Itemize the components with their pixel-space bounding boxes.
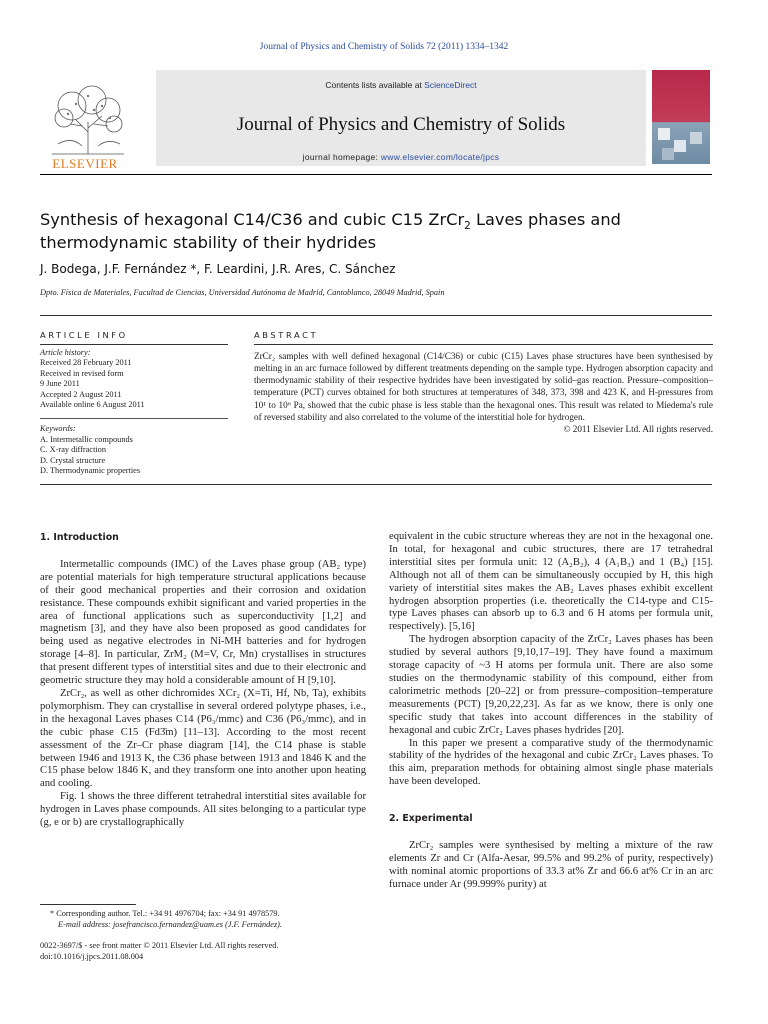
- abstract-text: ZrCr₂ samples with well defined hexagonal (C14/C36) or cubic (C15) Laves phase structures have been synthesised by melting in an arc furnace followed by different treatments depending on the sample type. Hydrogen absorption capacity and thermodynamic stability of their respective hydrides have been investigated by solid–gas reaction. Pressure–composition–temperature (PCT) curves obtained for both structures at temperatures of 348, 373, 398 and 423 K, and H-pressures from 10¹ to 10⁶ Pa, showed that the cubic phase is less stable than the hexagonal ones. This result was related to Miedema's rule of reversed stability and also correlated to the volume of the interstitial hole for hydrogen.: [254, 351, 713, 422]
- homepage-prefix: journal homepage:: [302, 152, 381, 162]
- left-column: [40, 532, 366, 830]
- article-info: [40, 348, 230, 476]
- keyword-item[interactable]: A. Intermetallic compounds: [40, 434, 133, 444]
- elsevier-tree-logo[interactable]: [40, 76, 148, 171]
- cover-tile: [674, 140, 686, 152]
- masthead: [40, 66, 712, 176]
- article-info-rule: [40, 344, 228, 345]
- publication-info: [40, 941, 370, 962]
- email-note[interactable]: E-mail address: josefrancisco.fernandez@uam.es (J.F. Fernández).: [58, 919, 283, 929]
- abstract-rule: [254, 344, 713, 345]
- homepage-link[interactable]: www.elsevier.com/locate/jpcs: [380, 152, 500, 162]
- keyword-item[interactable]: D. Crystal structure: [40, 455, 106, 465]
- journal-reference[interactable]: Journal of Physics and Chemistry of Solids 72 (2011) 1334–1342: [259, 42, 509, 52]
- masthead-rule: [40, 174, 712, 175]
- sciencedirect-link[interactable]: ScienceDirect: [424, 80, 477, 90]
- cover-tile: [662, 148, 674, 160]
- issn-line: 0022-3697/$ - see front matter © 2011 Elsevier Ltd. All rights reserved.: [40, 941, 279, 950]
- history-item: Received 28 February 2011: [40, 358, 132, 368]
- cover-tile: [690, 132, 702, 144]
- homepage-line: [156, 152, 646, 162]
- abstract: [254, 350, 713, 435]
- doi-line[interactable]: doi:10.1016/j.jpcs.2011.08.004: [40, 951, 144, 961]
- paragraph: Intermetallic compounds (IMC) of the Laves phase group (AB₂ type) are potential materials for high temperature structural applications because of their good mechanical properties and their corrosion and oxidation resistance. These compounds exhibit significant and varied properties in the area of functional applications such as superconductivity [1,2] and magnetism [3], and they have also been proposed as good candidates for being used as negative electrodes in Ni-MH batteries and for hydrogen storage [4–8]. In particular, ZrM₂ (M=V, Cr, Mn) crystallises in structures that present different types of interstitial sites and due to their electronic and geometric structure they may hold a considerable amount of H [9,10].: [40, 558, 366, 687]
- contents-line: [156, 80, 646, 90]
- footnote-rule: [40, 904, 136, 905]
- history-item: 9 June 2011: [40, 379, 80, 389]
- paragraph: In this paper we present a comparative study of the thermodynamic stability of the hydrides of the hexagonal and cubic ZrCr₂ Laves phases. To this aim, preparation methods for obtaining almost single phase materials have been developed.: [389, 737, 713, 788]
- elsevier-wordmark: ELSEVIER: [52, 156, 118, 171]
- paragraph: ZrCr₂ samples were synthesised by melting a mixture of the raw elements Zr and Cr (Alfa-Aesar, 99.5% and 99.2% of purity, respectively) with nominal atomic proportions of 33.3 at% Zr and 66.6 at% Cr in an arc furnace under Ar (99.999% purity) at: [389, 840, 713, 890]
- paragraph: ZrCr₂, as well as other dichromides XCr₂ (X=Ti, Hf, Nb, Ta), exhibits polymorphism. They can crystallise in several ordered polytype phases, i.e., in the hexagonal Laves phases C14 (P6₃/mmc) and C36 (P6₃/mmc), and in the cubic phase C15 (Fd3̄m) [11–13]. According to the most recent assessment of the Zr–Cr phase diagram [14], the C14 phase is stable between 1946 and 1913 K, the C36 phase between 1913 and 1846 K and the C15 phase below 1846 K, and they transform one into another upon heating and cooling.: [40, 687, 366, 790]
- tree-icon: [42, 84, 134, 156]
- history-item: Received in revised form: [40, 368, 124, 378]
- title-rule: [40, 315, 712, 316]
- title-part: Laves phases and: [470, 210, 621, 229]
- authors[interactable]: J. Bodega, J.F. Fernández *, F. Leardini, J.R. Ares, C. Sánchez: [40, 262, 396, 276]
- keyword-item[interactable]: C. X-ray diffraction: [40, 445, 106, 455]
- contents-prefix: Contents lists available at: [325, 80, 425, 90]
- abstract-heading: ABSTRACT: [254, 330, 319, 340]
- journal-header-box: [156, 70, 646, 166]
- section-heading-experimental: 2. Experimental: [389, 813, 473, 825]
- footnotes: [50, 909, 370, 930]
- paragraph: equivalent in the cubic structure whereas they are not in the hexagonal one. In total, for hexagonal and cubic structures, there are 17 tetrahedral interstitial sites per formula unit: 12 (A₂B₂), 4 (A₁B₃) and 1 (B₄) [15]. Although not all of them can be simultaneously occupied by H, this high variety of interstitial sites makes the AB₂ Laves phases exhibit excellent hydrogen absorption properties (i.e. theoretically the C14-type and C15-type Laves phases can absorb up to 6.3 and 6 H atoms per formula unit, respectively). [5,16]: [389, 531, 713, 633]
- affiliation: Dpto. Física de Materiales, Facultad de Ciencias, Universidad Autónoma de Madrid, Cantoblanco, 28049 Madrid, Spain: [40, 288, 445, 297]
- title-subscript: 2: [464, 220, 471, 233]
- article-info-heading: ARTICLE INFO: [40, 330, 128, 340]
- title-part: Synthesis of hexagonal C14/C36 and cubic C15 ZrCr: [40, 210, 465, 229]
- abstract-bottom-rule: [40, 484, 712, 485]
- paragraph: The hydrogen absorption capacity of the ZrCr₂ Laves phases has been studied by several authors [9,10,17–19]. They have found a maximum storage capacity of ~3 H atoms per formula unit. There are also some studies on the thermodynamic stability of this compound, either from calorimetric methods [20–22] or from pressure–composition–temperature measurements (PCT) [9,20,22,23]. As far as we know, there is only one specific study that takes into account differences in the stability of hexagonal and cubic ZrCr₂ Laves phases hydrides [20].: [389, 634, 713, 736]
- right-column: [389, 531, 713, 892]
- cover-tile: [658, 128, 670, 140]
- corresponding-author-note: * Corresponding author. Tel.: +34 91 4976704; fax: +34 91 4978579.: [50, 909, 280, 918]
- paragraph: Fig. 1 shows the three different tetrahedral interstitial sites available for hydrogen in Laves phase compounds. All sites belonging to a particular type (g, e or b) are crystallographically: [40, 791, 366, 829]
- abstract-copyright: © 2011 Elsevier Ltd. All rights reserved.: [563, 423, 713, 434]
- title-line-2: thermodynamic stability of their hydrides: [40, 233, 377, 252]
- keywords-label: Keywords:: [40, 424, 76, 434]
- article-title: [40, 208, 680, 254]
- section-heading-introduction: 1. Introduction: [40, 532, 119, 543]
- history-item: Available online 6 August 2011: [40, 400, 145, 410]
- journal-cover-image: [652, 70, 710, 164]
- info-divider: [40, 410, 228, 419]
- history-item: Accepted 2 August 2011: [40, 389, 122, 399]
- journal-title: Journal of Physics and Chemistry of Solids: [236, 114, 566, 135]
- history-label: Article history:: [40, 348, 91, 357]
- keyword-item[interactable]: D. Thermodynamic properties: [40, 466, 141, 476]
